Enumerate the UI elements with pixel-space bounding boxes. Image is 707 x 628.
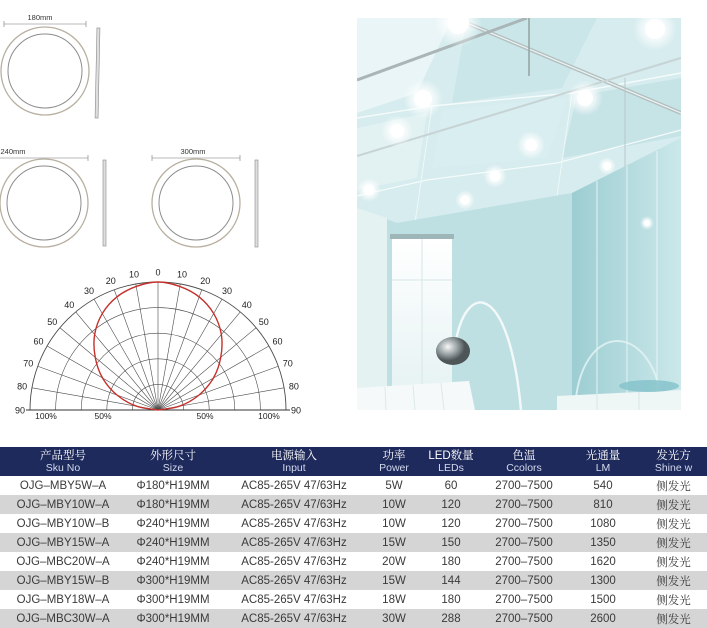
spec-table: [0, 447, 707, 628]
ceiling-light: [357, 178, 381, 202]
panel-outline: [0, 159, 88, 247]
header-input: [220, 447, 368, 476]
table-row: [0, 609, 707, 628]
angle-label: 80: [288, 381, 299, 392]
table-row: [0, 571, 707, 590]
header-lumen-en: LM: [595, 461, 611, 474]
header-shine-direction-en: Shine w: [654, 461, 693, 474]
cell-color-temp: 2700–7500: [495, 479, 553, 492]
cell-color-temp: 2700–7500: [495, 612, 553, 625]
angle-label: 80: [17, 381, 28, 392]
header-lumen: [566, 447, 640, 476]
cell-shine-direction: 侧发光: [656, 556, 691, 569]
cell-power: 10W: [382, 498, 406, 511]
header-input-en: Input: [282, 461, 306, 474]
back-wall: [357, 193, 572, 410]
cell-size: Φ240*H19MM: [136, 555, 210, 568]
cell-sku-no: OJG–MBY5W–A: [19, 479, 107, 492]
ceiling-light: [567, 80, 603, 116]
panel-outline: [152, 159, 240, 247]
cell-leds: 150: [441, 536, 461, 549]
scale-label: 100%: [258, 411, 280, 421]
ceiling-light: [455, 190, 475, 210]
cell-sku-no: OJG–MBY10W–B: [16, 517, 110, 530]
ceiling-light: [640, 216, 654, 230]
scale-label: 50%: [196, 411, 214, 421]
angle-label: 70: [282, 358, 293, 369]
header-input-zh: 电源输入: [271, 449, 317, 462]
cell-leds: 60: [444, 479, 458, 492]
panel-300-drawing: [152, 147, 258, 247]
ceiling-light: [381, 115, 413, 147]
angle-label: 70: [23, 358, 34, 369]
header-sku-no: [0, 447, 126, 476]
angle-label: 30: [221, 286, 233, 296]
ceiling-light: [517, 131, 545, 159]
cell-input: AC85-265V 47/63Hz: [241, 517, 347, 530]
table-row: [0, 476, 707, 495]
header-shine-direction-zh: 发光方: [656, 449, 691, 462]
header-color-temp-zh: 色温: [512, 449, 536, 462]
interior-photo: [357, 18, 681, 410]
cell-lumen: 1080: [590, 517, 616, 530]
glass-table: [619, 380, 679, 392]
header-sku-no-en: Sku No: [45, 461, 81, 474]
angle-label: 60: [33, 336, 44, 347]
panel-180-drawing: [1, 13, 100, 118]
table-row: [0, 552, 707, 571]
angle-label: 10: [128, 269, 140, 280]
cell-size: Φ180*H19MM: [136, 479, 210, 492]
angle-label: 10: [176, 269, 188, 280]
cell-power: 18W: [382, 593, 406, 606]
table-header: [0, 447, 707, 476]
technical-drawings: [0, 0, 350, 440]
table-body: [0, 476, 707, 628]
cell-shine-direction: 侧发光: [656, 594, 691, 607]
angle-label: 50: [258, 316, 269, 327]
cell-input: AC85-265V 47/63Hz: [241, 498, 347, 511]
cell-lumen: 2600: [590, 612, 616, 625]
cell-lumen: 1620: [590, 555, 616, 568]
angle-label: 90: [290, 405, 302, 416]
dimension-label-180: 180mm: [27, 13, 53, 22]
cell-input: AC85-265V 47/63Hz: [241, 574, 347, 587]
angle-label: 30: [83, 286, 95, 296]
angle-label: 0: [155, 267, 161, 278]
cell-leds: 288: [441, 612, 461, 625]
cell-color-temp: 2700–7500: [495, 517, 553, 530]
cell-shine-direction: 侧发光: [656, 499, 691, 512]
cell-lumen: 1500: [590, 593, 616, 606]
panel-outline: [1, 27, 89, 115]
cell-lumen: 810: [593, 498, 613, 511]
cell-shine-direction: 侧发光: [656, 575, 691, 588]
cell-color-temp: 2700–7500: [495, 574, 553, 587]
ceiling-light: [403, 79, 443, 119]
angle-label: 20: [105, 275, 116, 286]
panel-240-drawing: [0, 147, 106, 247]
dimension-label-240: 240mm: [0, 147, 26, 156]
scale-label: 100%: [35, 411, 57, 421]
cell-sku-no: OJG–MBY18W–A: [16, 593, 110, 606]
ceiling-light: [483, 164, 507, 188]
angle-label: 40: [64, 299, 75, 310]
cell-power: 10W: [382, 517, 406, 530]
angle-label: 90: [14, 405, 26, 416]
cell-color-temp: 2700–7500: [495, 555, 553, 568]
table-row: [0, 590, 707, 609]
angle-label: 40: [241, 299, 252, 310]
header-leds: [420, 447, 482, 476]
cell-sku-no: OJG–MBY15W–B: [16, 574, 110, 587]
header-power-zh: 功率: [382, 449, 406, 462]
cell-sku-no: OJG–MBY10W–A: [16, 498, 110, 511]
cell-power: 15W: [382, 574, 406, 587]
cell-lumen: 540: [593, 479, 613, 492]
cell-color-temp: 2700–7500: [495, 536, 553, 549]
header-power-en: Power: [379, 461, 409, 474]
dimension-label-300: 300mm: [180, 147, 206, 156]
panel-side-view: [95, 28, 100, 118]
cell-sku-no: OJG–MBY15W–A: [16, 536, 110, 549]
angle-label: 50: [47, 316, 58, 327]
cell-input: AC85-265V 47/63Hz: [241, 479, 347, 492]
header-color-temp-en: Ccolors: [506, 461, 542, 474]
header-power: [368, 447, 420, 476]
cell-sku-no: OJG–MBC30W–A: [16, 612, 110, 625]
cell-input: AC85-265V 47/63Hz: [241, 555, 347, 568]
header-leds-zh: LED数量: [428, 449, 474, 462]
cell-size: Φ300*H19MM: [136, 593, 210, 606]
cell-size: Φ300*H19MM: [136, 574, 210, 587]
ceiling-light: [598, 157, 616, 175]
cell-color-temp: 2700–7500: [495, 593, 553, 606]
cell-power: 15W: [382, 536, 406, 549]
cell-power: 30W: [382, 612, 406, 625]
light-distribution-polar-chart: [15, 268, 301, 422]
panel-side-view: [103, 160, 106, 246]
cell-input: AC85-265V 47/63Hz: [241, 612, 347, 625]
header-lumen-zh: 光通量: [585, 449, 621, 462]
header-shine-direction: [640, 447, 707, 476]
cell-shine-direction: 侧发光: [656, 480, 691, 493]
cell-leds: 180: [441, 593, 461, 606]
cell-size: Φ240*H19MM: [136, 536, 210, 549]
cell-input: AC85-265V 47/63Hz: [241, 536, 347, 549]
header-leds-en: LEDs: [438, 461, 464, 474]
header-size: [126, 447, 220, 476]
header-size-en: Size: [162, 461, 184, 474]
header-color-temp: [482, 447, 566, 476]
cell-power: 20W: [382, 555, 406, 568]
cell-input: AC85-265V 47/63Hz: [241, 593, 347, 606]
cell-leds: 144: [441, 574, 461, 587]
cell-size: Φ180*H19MM: [136, 498, 210, 511]
cell-size: Φ300*H19MM: [136, 612, 210, 625]
cell-color-temp: 2700–7500: [495, 498, 553, 511]
angle-label: 60: [272, 336, 283, 347]
cell-lumen: 1300: [590, 574, 616, 587]
panel-side-view: [255, 160, 258, 247]
table-row: [0, 495, 707, 514]
table-row: [0, 514, 707, 533]
cell-shine-direction: 侧发光: [656, 613, 691, 626]
header-sku-no-zh: 产品型号: [40, 449, 86, 462]
cell-shine-direction: 侧发光: [656, 537, 691, 550]
cell-leds: 120: [441, 498, 461, 511]
cell-lumen: 1350: [590, 536, 616, 549]
cell-size: Φ240*H19MM: [136, 517, 210, 530]
cell-sku-no: OJG–MBC20W–A: [16, 555, 110, 568]
scale-label: 50%: [94, 411, 112, 421]
cell-shine-direction: 侧发光: [656, 518, 691, 531]
left-column: [357, 208, 387, 410]
table-row: [0, 533, 707, 552]
cell-leds: 180: [441, 555, 461, 568]
cell-leds: 120: [441, 517, 461, 530]
angle-label: 20: [200, 275, 211, 286]
cell-power: 5W: [385, 479, 403, 492]
header-size-zh: 外形尺寸: [150, 449, 196, 462]
